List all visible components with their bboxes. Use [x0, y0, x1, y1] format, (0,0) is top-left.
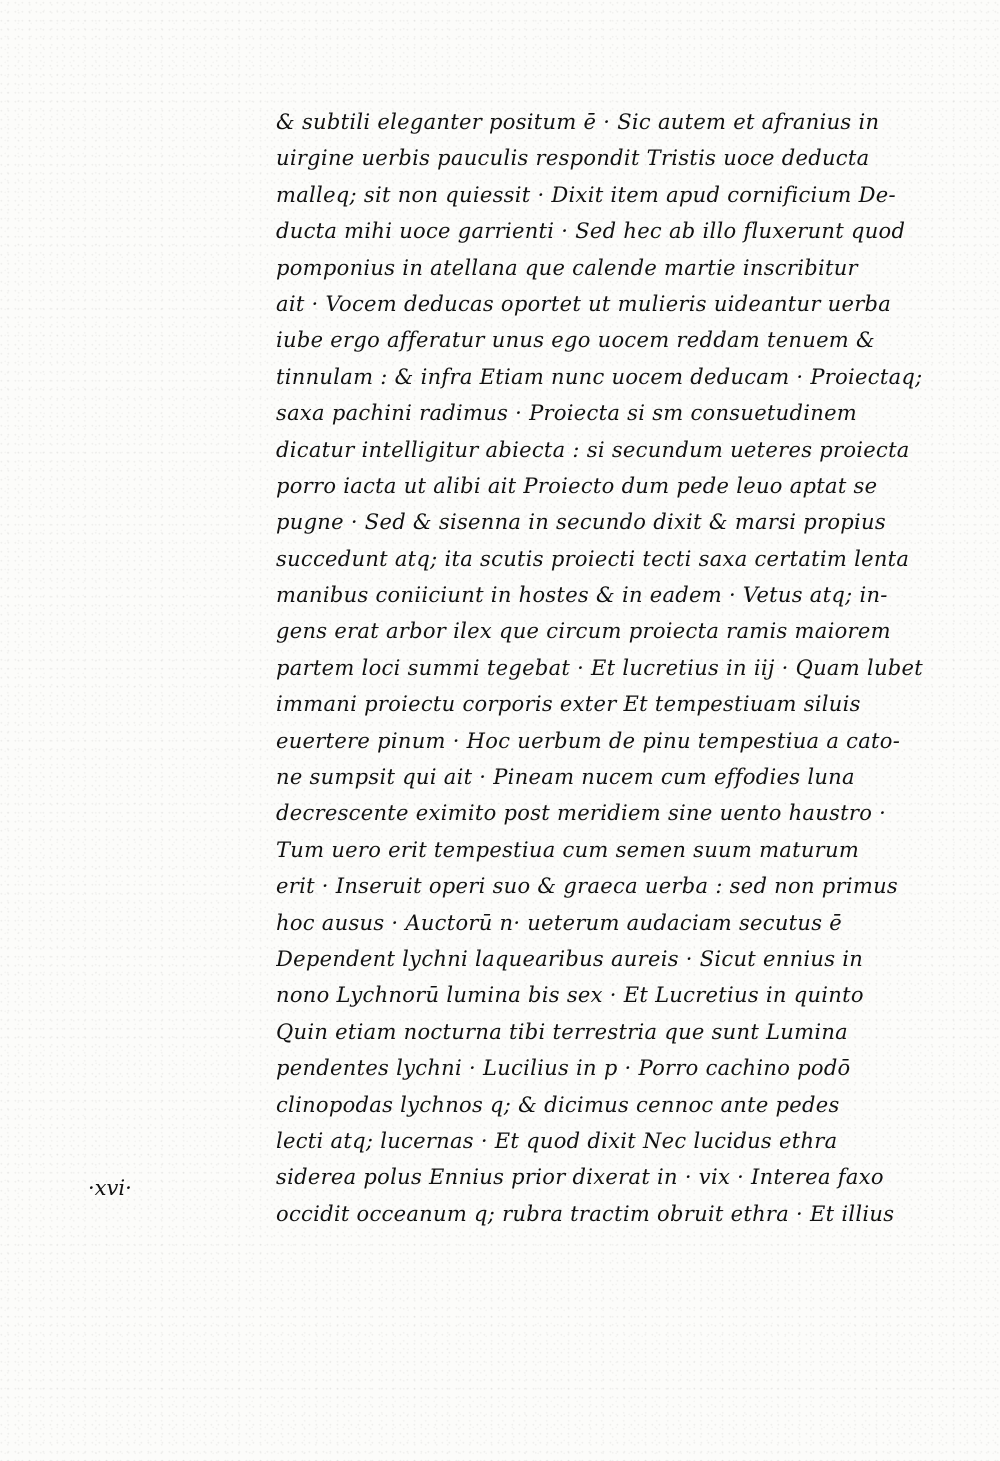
manuscript-line: tinnulam : & infra Etiam nunc uocem deducam · Proiectaq; — [276, 364, 923, 389]
manuscript-line: partem loci summi tegebat · Et lucretius in iij · Quam lubet — [276, 655, 923, 680]
manuscript-line: malleq; sit non quiessit · Dixit item apud cornificium De- — [276, 182, 896, 207]
manuscript-line: manibus coniiciunt in hostes & in eadem · Vetus atq; in- — [276, 583, 888, 608]
margin-note: ·xvi· — [88, 1176, 132, 1200]
manuscript-line: decrescente eximito post meridiem sine uento haustro · — [276, 801, 887, 826]
manuscript-line: hoc ausus · Auctorū n· ueterum audaciam secutus ē — [276, 910, 843, 935]
manuscript-line: & subtili eleganter positum ē · Sic autem et afranius in — [276, 110, 880, 134]
manuscript-line: Dependent lychni laquearibus aureis · Sicut ennius in — [276, 946, 864, 971]
manuscript-line: pendentes lychni · Lucilius in p · Porro cachino podō — [276, 1056, 851, 1081]
manuscript-line: ducta mihi uoce garrienti · Sed hec ab illo fluxerunt quod — [276, 219, 906, 244]
manuscript-line: ait · Vocem deducas oportet ut mulieris uideantur uerba — [276, 291, 892, 316]
manuscript-line: pugne · Sed & sisenna in secundo dixit & marsi propius — [276, 510, 886, 535]
manuscript-line: succedunt atq; ita scutis proiecti tecti saxa certatim lenta — [276, 546, 910, 571]
manuscript-text — [276, 104, 966, 1232]
manuscript-line: euertere pinum · Hoc uerbum de pinu tempestiua a cato- — [276, 728, 901, 753]
manuscript-line: nono Lychnorū lumina bis sex · Et Lucretius in quinto — [276, 983, 864, 1008]
manuscript-line: saxa pachini radimus · Proiecta si sm consuetudinem — [276, 401, 858, 426]
manuscript-line: Tum uero erit tempestiua cum semen suum maturum — [276, 837, 860, 862]
manuscript-line: Quin etiam nocturna tibi terrestria que sunt Lumina — [276, 1019, 848, 1044]
manuscript-line: uirgine uerbis pauculis respondit Tristis uoce deducta — [276, 146, 870, 171]
manuscript-line: ne sumpsit qui ait · Pineam nucem cum effodies luna — [276, 765, 855, 790]
manuscript-line: iube ergo afferatur unus ego uocem reddam tenuem & — [276, 328, 875, 353]
manuscript-line: dicatur intelligitur abiecta : si secundum ueteres proiecta — [276, 437, 910, 462]
manuscript-line: lecti atq; lucernas · Et quod dixit Nec lucidus ethra — [276, 1128, 838, 1153]
manuscript-line: porro iacta ut alibi ait Proiecto dum pede leuo aptat se — [276, 473, 878, 498]
manuscript-line: clinopodas lychnos q; & dicimus cennoc ante pedes — [276, 1092, 840, 1117]
manuscript-line: immani proiectu corporis exter Et tempestiuam siluis — [276, 692, 861, 717]
manuscript-line: gens erat arbor ilex que circum proiecta ramis maiorem — [276, 619, 891, 644]
manuscript-line: pomponius in atellana que calende martie inscribitur — [276, 255, 858, 280]
manuscript-line: siderea polus Ennius prior dixerat in · vix · Interea faxo — [276, 1165, 884, 1190]
manuscript-line: erit · Inseruit operi suo & graeca uerba : sed non primus — [276, 874, 898, 899]
manuscript-line: occidit occeanum q; rubra tractim obruit ethra · Et illius — [276, 1201, 895, 1226]
